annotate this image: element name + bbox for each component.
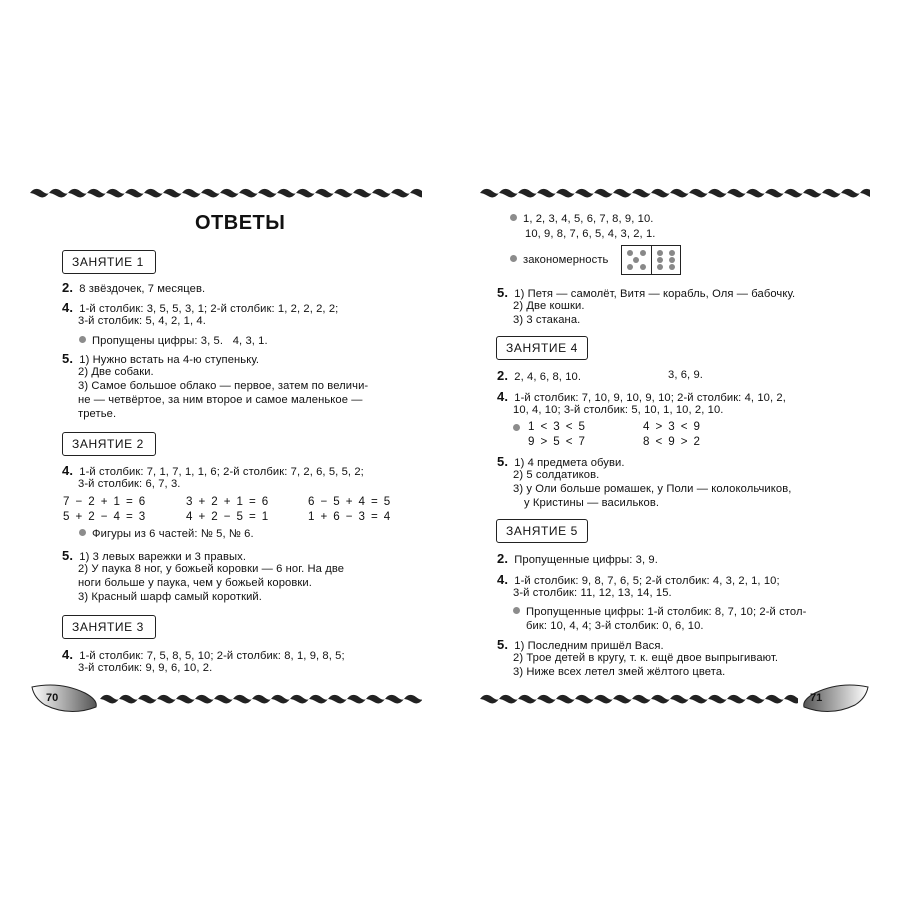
lesson-2-task-4: 4. 1-й столбик: 7, 1, 7, 1, 1, 6; 2-й столбик: 7, 2, 6, 5, 5, 2; bbox=[62, 463, 364, 478]
lesson-2-task-5-line-4: 3) Красный шарф самый короткий. bbox=[78, 591, 262, 603]
domino-dot bbox=[669, 250, 675, 256]
lesson-3-task-5: 5. 1) Петя — самолёт, Витя — корабль, Оля — бабочку. bbox=[497, 285, 796, 300]
domino-picture bbox=[621, 245, 681, 275]
lesson-5-header: ЗАНЯТИЕ 5 bbox=[496, 519, 588, 543]
domino-dot bbox=[669, 257, 675, 263]
comparison-4: 8 < 9 > 2 bbox=[643, 435, 702, 448]
lesson-1-task-5-line-2: 2) Две собаки. bbox=[78, 366, 154, 378]
domino-dot bbox=[640, 264, 646, 270]
lesson-1-task-5-line-3: 3) Самое большое облако — первое, затем по величи- bbox=[78, 380, 369, 392]
page-number: 71 bbox=[810, 692, 823, 704]
lesson-3-task-5-line-3: 3) 3 стакана. bbox=[513, 314, 581, 326]
lesson-4-task-5: 5. 1) 4 предмета обуви. bbox=[497, 454, 625, 469]
lesson-4-task-5-line-3: 3) у Оли больше ромашек, у Поли — колокольчиков, bbox=[513, 483, 792, 495]
bullet-icon bbox=[510, 255, 517, 262]
lesson-4-task-4-line-2: 10, 4, 10; 3-й столбик: 5, 10, 1, 10, 2, 10. bbox=[513, 404, 724, 416]
top-wave-ornament bbox=[480, 186, 870, 200]
lesson-2-task-4-line-2: 3-й столбик: 6, 7, 3. bbox=[78, 478, 181, 490]
lesson-2-task-5-line-2: 2) У паука 8 ног, у божьей коровки — 6 ног. На две bbox=[78, 563, 345, 575]
page-number-leaf-left bbox=[30, 683, 100, 715]
lesson-4-task-5-line-4: у Кристины — васильков. bbox=[524, 497, 660, 509]
domino-dot bbox=[640, 250, 646, 256]
lesson-4-task-2-b: 3, 6, 9. bbox=[668, 369, 704, 381]
domino-dot bbox=[657, 250, 663, 256]
domino-dot bbox=[633, 257, 639, 263]
lesson-2-bullet: Фигуры из 6 частей: № 5, № 6. bbox=[79, 528, 254, 540]
bullet-icon bbox=[513, 607, 520, 614]
lesson-1-bullet: Пропущены цифры: 3, 5. 4, 3, 1. bbox=[79, 335, 268, 347]
equation-6: 1 + 6 − 3 = 4 bbox=[308, 510, 392, 523]
domino-dot bbox=[627, 264, 633, 270]
lesson-1-task-5-line-5: третье. bbox=[78, 408, 117, 420]
equation-4: 5 + 2 − 4 = 3 bbox=[63, 510, 147, 523]
lesson-4-task-5-line-2: 2) 5 солдатиков. bbox=[513, 469, 600, 481]
sequence-bullet: 1, 2, 3, 4, 5, 6, 7, 8, 9, 10. bbox=[510, 213, 654, 225]
lesson-5-task-5: 5. 1) Последним пришёл Вася. bbox=[497, 637, 664, 652]
page-title: ОТВЕТЫ bbox=[195, 212, 286, 234]
sequence-line-2: 10, 9, 8, 7, 6, 5, 4, 3, 2, 1. bbox=[525, 228, 656, 240]
lesson-1-task-5: 5. 1) Нужно встать на 4-ю ступеньку. bbox=[62, 351, 260, 366]
page-number: 70 bbox=[46, 692, 59, 704]
lesson-3-task-5-line-2: 2) Две кошки. bbox=[513, 300, 585, 312]
lesson-1-header: ЗАНЯТИЕ 1 bbox=[62, 250, 156, 274]
domino-dot bbox=[657, 257, 663, 263]
comparison-3: 9 > 5 < 7 bbox=[528, 435, 587, 448]
bullet-icon bbox=[510, 214, 517, 221]
lesson-4-task-4: 4. 1-й столбик: 7, 10, 9, 10, 9, 10; 2-й столбик: 4, 10, 2, bbox=[497, 389, 786, 404]
domino-dot bbox=[627, 250, 633, 256]
bottom-wave-ornament bbox=[100, 692, 422, 706]
domino-left-half bbox=[622, 246, 651, 274]
bullet-icon bbox=[79, 529, 86, 536]
lesson-1-task-4-line-2: 3-й столбик: 5, 4, 2, 1, 4. bbox=[78, 315, 206, 327]
domino-dot bbox=[669, 264, 675, 270]
domino-dot bbox=[657, 264, 663, 270]
lesson-4-header: ЗАНЯТИЕ 4 bbox=[496, 336, 588, 360]
lesson-1-task-2: 2. 8 звёздочек, 7 месяцев. bbox=[62, 280, 206, 295]
lesson-2-header: ЗАНЯТИЕ 2 bbox=[62, 432, 156, 456]
lesson-1-task-4: 4. 1-й столбик: 3, 5, 5, 3, 1; 2-й столбик: 1, 2, 2, 2, 2; bbox=[62, 300, 339, 315]
bullet-icon bbox=[513, 424, 520, 431]
pattern-bullet: закономерность bbox=[510, 254, 608, 266]
comparison-1: 1 < 3 < 5 bbox=[528, 420, 587, 433]
bullet-icon bbox=[79, 336, 86, 343]
equation-2: 3 + 2 + 1 = 6 bbox=[186, 495, 270, 508]
lesson-5-task-5-line-3: 3) Ниже всех летел змей жёлтого цвета. bbox=[513, 666, 726, 678]
equation-5: 4 + 2 − 5 = 1 bbox=[186, 510, 270, 523]
lesson-5-bullet-line-2: бик: 10, 4, 4; 3-й столбик: 0, 6, 10. bbox=[526, 620, 704, 632]
comparison-2: 4 > 3 < 9 bbox=[643, 420, 702, 433]
lesson-5-task-4: 4. 1-й столбик: 9, 8, 7, 6, 5; 2-й столбик: 4, 3, 2, 1, 10; bbox=[497, 572, 780, 587]
lesson-2-task-5-line-3: ноги больше у паука, чем у божьей коровки. bbox=[78, 577, 312, 589]
lesson-5-task-5-line-2: 2) Трое детей в кругу, т. к. ещё двое выпрыгивают. bbox=[513, 652, 779, 664]
lesson-2-task-5: 5. 1) 3 левых варежки и 3 правых. bbox=[62, 548, 247, 563]
equation-1: 7 − 2 + 1 = 6 bbox=[63, 495, 147, 508]
lesson-5-task-4-line-2: 3-й столбик: 11, 12, 13, 14, 15. bbox=[513, 587, 672, 599]
domino-right-half bbox=[651, 246, 681, 274]
lesson-5-bullet: Пропущенные цифры: 1-й столбик: 8, 7, 10; 2-й стол- bbox=[513, 606, 806, 618]
lesson-3-task-4: 4. 1-й столбик: 7, 5, 8, 5, 10; 2-й столбик: 8, 1, 9, 8, 5; bbox=[62, 647, 345, 662]
equation-3: 6 − 5 + 4 = 5 bbox=[308, 495, 392, 508]
lesson-4-task-2: 2. 2, 4, 6, 8, 10. bbox=[497, 368, 582, 383]
top-wave-ornament bbox=[30, 186, 422, 200]
lesson-5-task-2: 2. Пропущенные цифры: 3, 9. bbox=[497, 551, 658, 566]
right-page bbox=[450, 0, 900, 900]
lesson-3-header: ЗАНЯТИЕ 3 bbox=[62, 615, 156, 639]
lesson-3-task-4-line-2: 3-й столбик: 9, 9, 6, 10, 2. bbox=[78, 662, 213, 674]
bottom-wave-ornament bbox=[480, 692, 798, 706]
lesson-1-task-5-line-4: не — четвёртое, за ним второе и самое маленькое — bbox=[78, 394, 363, 406]
